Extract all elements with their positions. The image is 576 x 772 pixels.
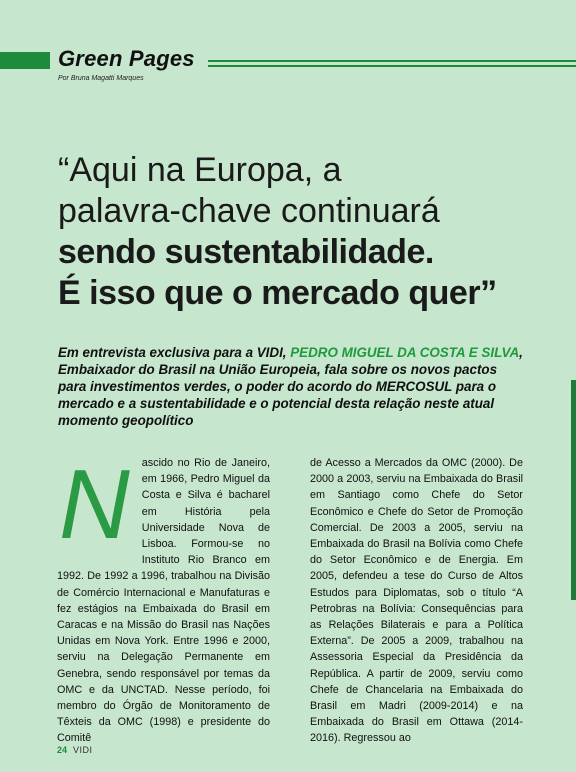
body-column-right	[310, 455, 523, 747]
byline: Por Bruna Magatti Marques	[58, 75, 144, 82]
headline-line-2: palavra-chave continuará	[58, 192, 440, 230]
headline-line-3: sendo sustentabilidade.	[58, 233, 434, 271]
section-title: Green Pages	[58, 46, 195, 71]
headline-line-1: “Aqui na Europa, a	[58, 151, 342, 189]
section-marker-bar	[0, 52, 50, 69]
lede-intro: Em entrevista exclusiva para a VIDI,	[58, 345, 291, 360]
interviewee-name: PEDRO MIGUEL DA COSTA E SILVA	[290, 345, 520, 360]
body-text-left: ascido no Rio de Janeiro, em 1966, Pedro Miguel da Costa e Silva é bacharel em História pela Universidade Nova de Lisboa. Formou-se no Instituto Rio Branco em 1992. De 1992 a 1996, trabalhou na Divisão de Comércio Internacional e Manufaturas e fez estágios na Embaixada do Brasil em Caracas e na Missão do Brasil nas Nações Unidas em Nova York. Entre 1996 e 2000, serviu na Delegação Permanente em Genebra, sendo responsável por temas da OMC e da UNCTAD. Nesse período, foi membro do Órgão de Monitoramento de Têxteis da OMC (1998) e presidente do Comitê	[57, 457, 270, 745]
headline-line-4: É isso que o mercado quer”	[58, 274, 497, 312]
drop-cap: N	[59, 449, 130, 559]
page-number: 24	[57, 745, 68, 755]
body-column-left	[57, 449, 270, 747]
lede-rest: , Embaixador do Brasil na União Europeia, fala sobre os novos pactos para investimentos verdes, o poder do acordo do MERCOSUL para o mercado e a sustentabilidade e o potencial desta relação neste atual momento geopolítico	[58, 345, 523, 428]
edge-stripe	[571, 380, 576, 600]
body-text-right: de Acesso a Mercados da OMC (2000). De 2000 a 2003, serviu na Embaixada do Brasil em Santiago como Chefe do Setor Econômico e Chefe do Setor de Promoção Comercial. De 2003 a 2005, serviu na Embaixada do Brasil na Bolívia como Chefe do Setor Econômico e de Energia. Em 2005, defendeu a tese do Curso de Altos Estudos para Diplomatas, sob o título “A Petrobras na Bolívia: Consequências para as Relações Bilaterais e para a Política Externa”. De 2005 a 2009, trabalhou na Assessoria Especial da Presidência da República. A partir de 2009, serviu como Chefe de Chancelaria na Embaixada do Brasil em Madri (2009-2014) e na Embaixada do Brasil em Ottawa (2014-2016). Regressou ao	[310, 457, 523, 745]
header-double-rule	[208, 60, 576, 67]
lede-paragraph	[58, 344, 528, 429]
magazine-name: VIDI	[73, 745, 93, 755]
headline	[58, 150, 558, 314]
